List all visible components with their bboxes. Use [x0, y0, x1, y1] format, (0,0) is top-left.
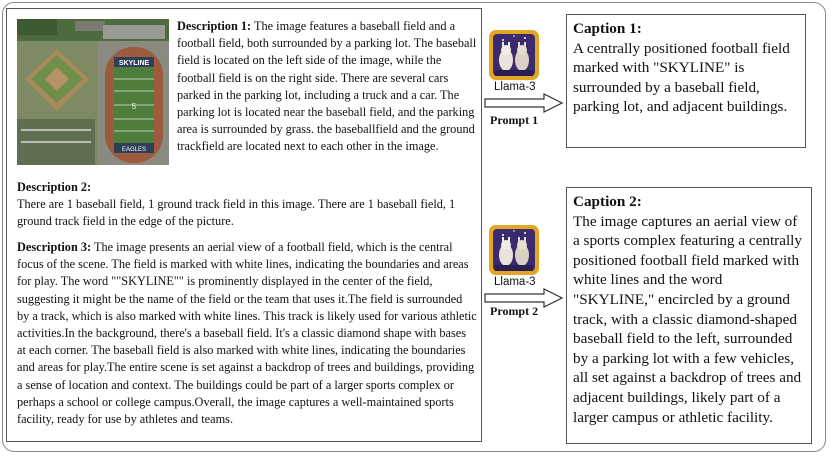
description-1	[177, 18, 477, 156]
llama-icon	[489, 30, 539, 80]
model-name-2: Llama-3	[494, 276, 536, 288]
description-3-text: The image presents an aerial view of a football field, which is the central focus of the scene. The field is marked with white lines, indicating the boundaries and areas for play. The word ""SKYLINE"" is prominently displayed in the center of the field, suggesting it might be the name of the field or the team that uses it.The field is surrounded by a track, which is also marked with white lines. This track is likely used for various athletic activities.In the background, there's a baseball field. It's a classic diamond shape with bases at each corner. The baseball field is also marked with white lines, indicating the boundaries and areas for play.The entire scene is set against a backdrop of trees and buildings, providing a sense of location and context. The buildings could be part of a larger sports complex or perhaps a school or college campus.Overall, the image captures a well-maintained sports facility, ready for use by athletes and teams.	[17, 240, 477, 427]
aerial-photo	[17, 19, 169, 165]
model-name-1: Llama-3	[494, 81, 536, 93]
photo-field-word: SKYLINE	[118, 60, 150, 67]
caption-1-title: Caption 1:	[573, 20, 642, 37]
descriptions-panel	[6, 8, 482, 442]
photo-bottom-word: EAGLES	[121, 147, 147, 153]
description-2	[17, 179, 477, 231]
description-1-label: Description 1:	[177, 19, 252, 33]
description-3	[17, 239, 477, 428]
description-2-label: Description 2:	[17, 180, 92, 194]
caption-2-box	[566, 187, 812, 444]
caption-1-text: A centrally positioned football field marked with "SKYLINE" is surrounded by a baseball field, parking lot, and adjacent buildings.	[573, 39, 790, 116]
llama-icon	[489, 225, 539, 275]
caption-2-text: The image captures an aerial view of a sports complex featuring a centrally positioned football field marked with white lines and the word "SKYLINE," encircled by a ground track, with a classic diamond-shaped baseball field to the left, surrounded by a parking lot with a few vehicles, all set against a backdrop of trees and adjacent buildings, likely part of a larger campus or athletic facility.	[573, 212, 802, 426]
caption-1-box	[566, 14, 806, 148]
description-2-text: There are 1 baseball field, 1 ground track field in this image. There are 1 baseball field, 1 ground track field in the edge of the picture.	[17, 197, 456, 229]
description-1-text: The image features a baseball field and a football field, both surrounded by a parking lot. The baseball field is located on the left side of the image, while the football field is on the right side. There are several cars parked in the parking lot, including a truck and a car. The parking lot is located near the baseball field, and the parking area is surrounded by grass. the baseballfield and the ground trackfield are located next to each other in the image.	[177, 19, 477, 154]
photo-yard-number: 5	[131, 102, 137, 111]
prompt-2-label: Prompt 2	[490, 304, 539, 318]
arrow-right-icon	[484, 92, 564, 114]
description-3-label: Description 3:	[17, 240, 92, 254]
caption-2-title: Caption 2:	[573, 193, 642, 210]
prompt-1-label: Prompt 1	[490, 113, 539, 127]
